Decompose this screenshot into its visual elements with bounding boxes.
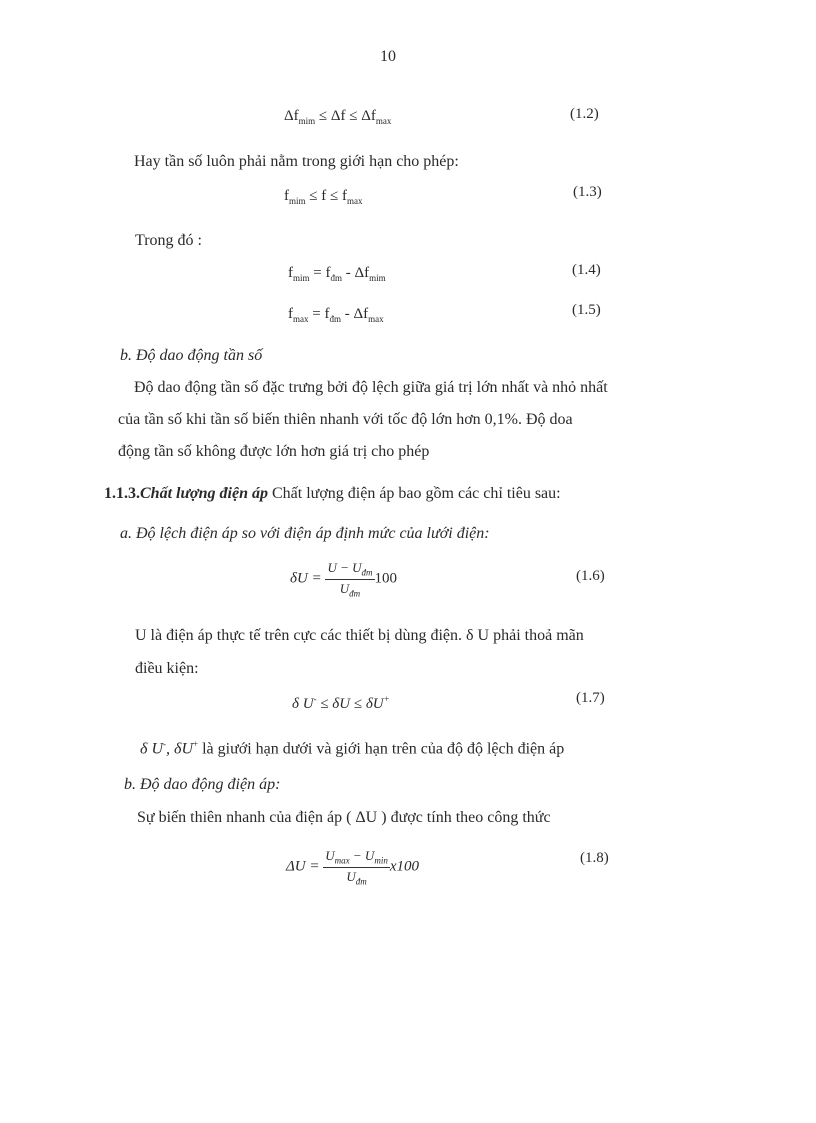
section-intro: Chất lượng điện áp bao gồm các chỉ tiêu sau: xyxy=(267,485,561,502)
eq-1-8-denominator: U xyxy=(346,868,356,884)
eq-1-2-lhs-sub: mim xyxy=(298,116,316,126)
eq-1-8-tail: x100 xyxy=(389,858,419,875)
eq-1-7-a-sup: - xyxy=(313,694,317,704)
eq-1-4-c: - Δf xyxy=(342,265,370,281)
equation-number-1-4: (1.4) xyxy=(572,262,601,278)
paragraph-dao-dong-line1: Độ dao động tần số đặc trưng bởi độ lệch giữa giá trị lớn nhất và nhỏ nhất xyxy=(134,379,608,396)
eq-1-4-a-sub: mim xyxy=(293,273,310,283)
eq-1-8-fraction xyxy=(323,848,390,886)
paragraph-dao-dong-line2: của tần số khi tần số biến thiên nhanh với tốc độ lớn hơn 0,1%. Độ doa xyxy=(118,411,573,428)
eq-1-3-b: ≤ f ≤ f xyxy=(305,188,347,204)
eq-1-4-c-sub: mim xyxy=(369,273,386,283)
eq-1-4-a: f xyxy=(288,265,293,281)
equation-1-3 xyxy=(284,188,362,206)
eq-1-6-lhs: δU = xyxy=(290,570,322,587)
eq-1-6-numerator: U − U xyxy=(327,560,362,575)
eq-1-8-lhs: ΔU = xyxy=(286,858,320,875)
equation-number-1-7: (1.7) xyxy=(576,690,605,706)
subheading-b-dien-ap: b. Độ dao động điện áp: xyxy=(124,776,281,793)
gioi-han-b-sup: + xyxy=(193,739,199,749)
eq-1-4-b: = f xyxy=(309,265,331,281)
equation-1-5 xyxy=(288,306,384,324)
gioi-han-a: δ U xyxy=(140,740,163,758)
section-heading-1-1-3 xyxy=(104,478,561,510)
equation-number-1-5: (1.5) xyxy=(572,302,601,318)
equation-1-8 xyxy=(286,848,419,886)
section-title: Chất lượng điện áp xyxy=(140,485,268,502)
equation-number-1-3: (1.3) xyxy=(573,184,602,200)
eq-1-8-numerator-a: U xyxy=(325,848,335,863)
gioi-han-c: là giưới hạn dưới và giới hạn trên của độ độ lệch điện áp xyxy=(198,740,565,758)
eq-1-3-b-sub: max xyxy=(346,196,363,206)
eq-1-5-b-sub: đm xyxy=(329,314,341,324)
eq-1-7-b: ≤ δU ≤ δU xyxy=(316,696,384,712)
eq-1-2-middle: ≤ Δf ≤ Δf xyxy=(315,108,376,124)
equation-1-4 xyxy=(288,265,386,283)
eq-1-6-fraction xyxy=(325,560,374,598)
eq-1-6-tail: 100 xyxy=(374,570,397,587)
equation-1-2 xyxy=(284,108,391,126)
eq-1-5-a: f xyxy=(288,306,293,322)
eq-1-6-numerator-sub: đm xyxy=(361,567,373,578)
eq-1-6-denominator-sub: đm xyxy=(349,588,361,599)
subheading-b-tan-so: b. Độ dao động tần số xyxy=(120,347,263,364)
equation-1-6 xyxy=(290,560,397,598)
equation-1-7 xyxy=(292,694,390,713)
paragraph-hay-tan-so: Hay tần số luôn phải nằm trong giới hạn cho phép: xyxy=(134,153,459,170)
eq-1-8-denominator-sub: đm xyxy=(355,876,367,887)
equation-number-1-6: (1.6) xyxy=(576,568,605,584)
paragraph-u-line1: U là điện áp thực tế trên cực các thiết bị dùng điện. δ U phải thoả mãn xyxy=(135,627,584,644)
eq-1-5-a-sub: max xyxy=(293,314,309,324)
page-number: 10 xyxy=(380,48,396,65)
paragraph-gioi-han xyxy=(140,728,564,765)
eq-1-8-numerator-b: − U xyxy=(349,848,375,863)
equation-number-1-2: (1.2) xyxy=(570,106,599,122)
eq-1-5-c-sub: max xyxy=(368,314,384,324)
eq-1-8-numerator-sub-b: min xyxy=(374,855,388,866)
eq-1-2-rhs-sub: max xyxy=(375,116,392,126)
eq-1-7-a: δ U xyxy=(292,696,314,712)
eq-1-8-numerator-sub-a: max xyxy=(334,855,350,866)
gioi-han-b: , δU xyxy=(166,740,193,758)
eq-1-4-b-sub: đm xyxy=(330,273,342,283)
eq-1-3-a-sub: mim xyxy=(289,196,306,206)
paragraph-u-line2: điều kiện: xyxy=(135,660,199,677)
eq-1-6-denominator: U xyxy=(339,580,350,596)
gioi-han-a-sup: - xyxy=(163,739,166,749)
eq-1-3-a: f xyxy=(284,188,289,204)
eq-1-5-c: - Δf xyxy=(340,306,369,322)
paragraph-dao-dong-line3: động tần số không được lớn hơn giá trị cho phép xyxy=(118,443,430,460)
paragraph-su-bien-thien: Sự biến thiên nhanh của điện áp ( ΔU ) được tính theo công thức xyxy=(137,809,551,826)
eq-1-7-b-sup: + xyxy=(383,694,390,704)
section-number: 1.1.3. xyxy=(104,485,140,502)
paragraph-trong-do: Trong đó : xyxy=(135,232,202,249)
subheading-a-do-lech: a. Độ lệch điện áp so với điện áp định mức của lưới điện: xyxy=(120,525,490,542)
eq-1-2-lhs: Δf xyxy=(284,108,299,124)
equation-number-1-8: (1.8) xyxy=(580,850,609,866)
eq-1-5-b: = f xyxy=(308,306,330,322)
